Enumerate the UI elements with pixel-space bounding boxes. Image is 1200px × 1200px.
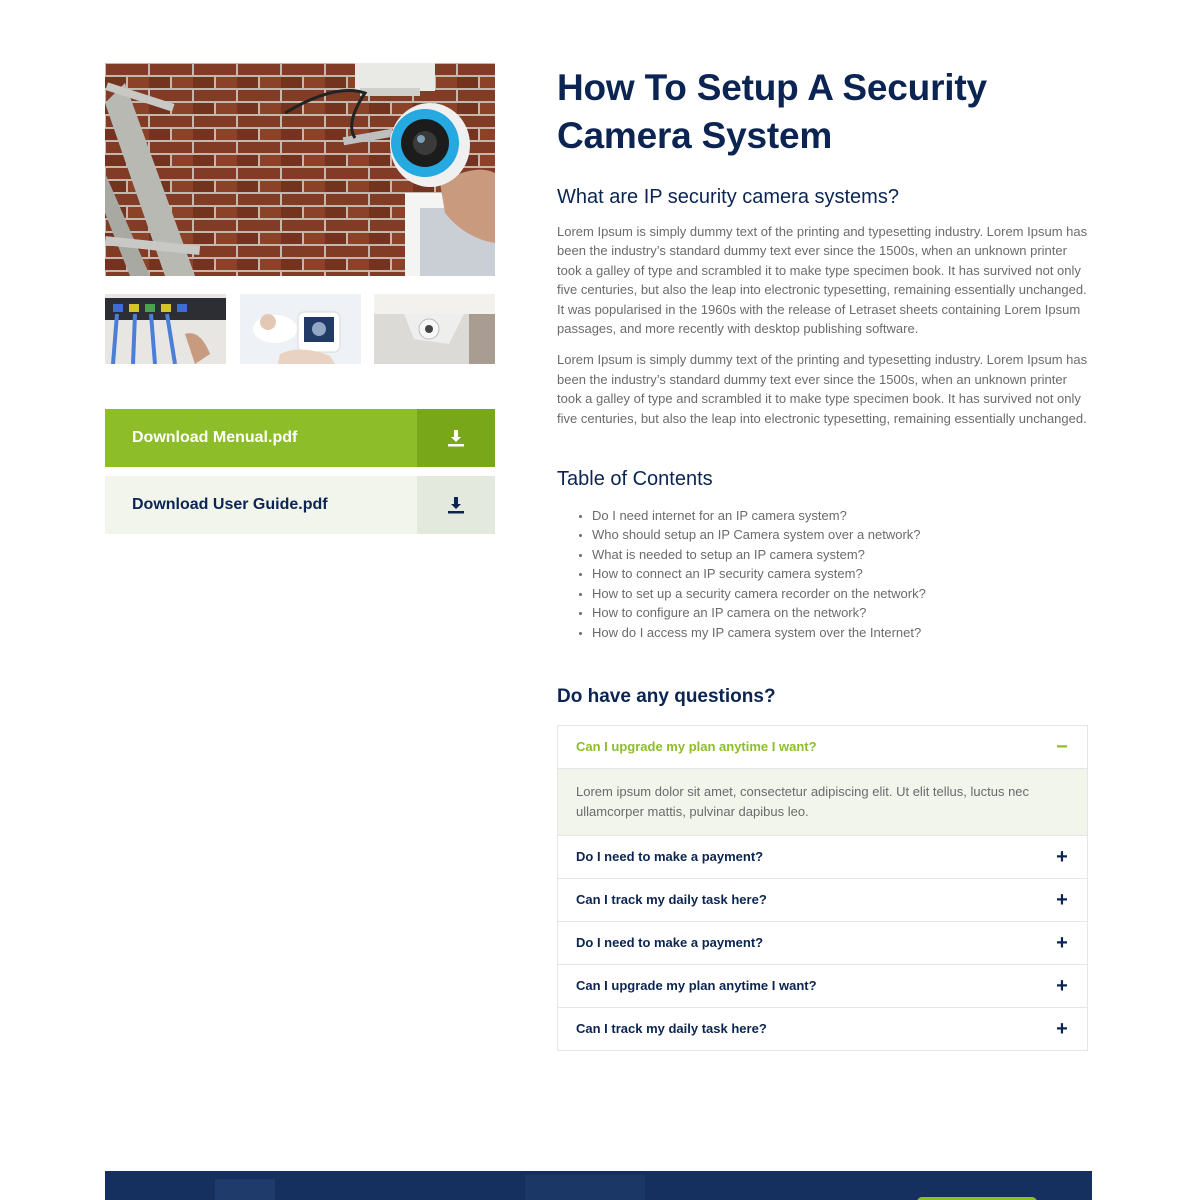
toc-list <box>557 506 1088 642</box>
toc-item[interactable]: • How do I access my IP camera system over the Internet? <box>592 623 1088 642</box>
paragraph-1: Lorem Ipsum is simply dummy text of the printing and typesetting industry. Lorem Ipsum has been the industry’s standard dummy text ever since the 1500s, when an unknown printer took a galley of type and scrambled it to make type specimen book. It has survived not only five centuries, but also the leap into electronic typesetting, remaining essentially unchanged. It was popularised in the 1960s with the release of Letraset sheets containing Lorem Ipsum passages, and more recently with desktop publishing software. <box>557 224 1088 337</box>
toc-item[interactable]: • How to set up a security camera recorder on the network? <box>592 584 1088 603</box>
plus-icon: + <box>1056 1017 1068 1040</box>
faq-question-button[interactable] <box>558 879 1087 921</box>
faq-question: Can I upgrade my plan anytime I want? <box>576 978 817 994</box>
faq-question-button[interactable] <box>558 726 1087 768</box>
paragraph-2: Lorem Ipsum is simply dummy text of the printing and typesetting industry. Lorem Ipsum has been the industry’s standard dummy text ever since the 1500s, when an unknown printer took a galley of type and scrambled it to make type specimen book. It has survived not only five centuries, but also the leap into electronic typesetting, remaining essentially unchanged. <box>557 352 1088 426</box>
ip-systems-heading: What are IP security camera systems? <box>557 186 899 208</box>
plus-icon: + <box>1056 931 1068 954</box>
download-user-guide-label: Download User Guide.pdf <box>132 496 328 513</box>
faq-question-button[interactable] <box>558 1008 1087 1050</box>
download-icon <box>417 409 495 467</box>
plus-icon: + <box>1056 974 1068 997</box>
faq-item <box>558 878 1087 921</box>
download-user-guide-button[interactable] <box>105 476 495 534</box>
download-manual-label: Download Menual.pdf <box>132 429 298 446</box>
faq-item <box>558 835 1087 878</box>
thumbnail-network-switch[interactable] <box>105 294 226 364</box>
toc-item[interactable]: • How to configure an IP camera on the network? <box>592 603 1088 622</box>
faq-question: Can I track my daily task here? <box>576 1021 767 1037</box>
toc-item[interactable]: • Who should setup an IP Camera system over a network? <box>592 525 1088 544</box>
faq-heading: Do have any questions? <box>557 685 776 707</box>
faq-question: Can I track my daily task here? <box>576 892 767 908</box>
toc-item[interactable]: • Do I need internet for an IP camera system? <box>592 506 1088 525</box>
toc-item[interactable]: • What is needed to setup an IP camera system? <box>592 545 1088 564</box>
faq-question-button[interactable] <box>558 922 1087 964</box>
faq-accordion <box>557 725 1088 1051</box>
thumbnail-baby-monitor[interactable] <box>240 294 361 364</box>
minus-icon: − <box>1056 735 1068 758</box>
faq-question: Do I need to make a payment? <box>576 849 764 865</box>
faq-item <box>558 921 1087 964</box>
article-content <box>557 64 1088 1051</box>
toc-heading: Table of Contents <box>557 468 713 491</box>
faq-question-button[interactable] <box>558 836 1087 878</box>
faq-item <box>558 964 1087 1007</box>
faq-question: Do I need to make a payment? <box>576 935 764 951</box>
faq-item <box>558 726 1087 835</box>
faq-item <box>558 1007 1087 1050</box>
toc-item[interactable]: • How to connect an IP security camera system? <box>592 564 1088 583</box>
faq-question: Can I upgrade my plan anytime I want? <box>576 739 817 755</box>
plus-icon: + <box>1056 888 1068 911</box>
download-icon <box>417 476 495 534</box>
main-product-image <box>105 63 495 276</box>
faq-answer: Lorem ipsum dolor sit amet, consectetur adipiscing elit. Ut elit tellus, luctus nec ullamcorper mattis, pulvinar dapibus leo. <box>558 768 1087 835</box>
plus-icon: + <box>1056 845 1068 868</box>
download-manual-button[interactable] <box>105 409 495 467</box>
faq-question-button[interactable] <box>558 965 1087 1007</box>
page-title: How To Setup A Security Camera System <box>557 67 987 156</box>
footer-banner <box>105 1171 1092 1200</box>
thumbnail-dome-camera[interactable] <box>374 294 495 364</box>
